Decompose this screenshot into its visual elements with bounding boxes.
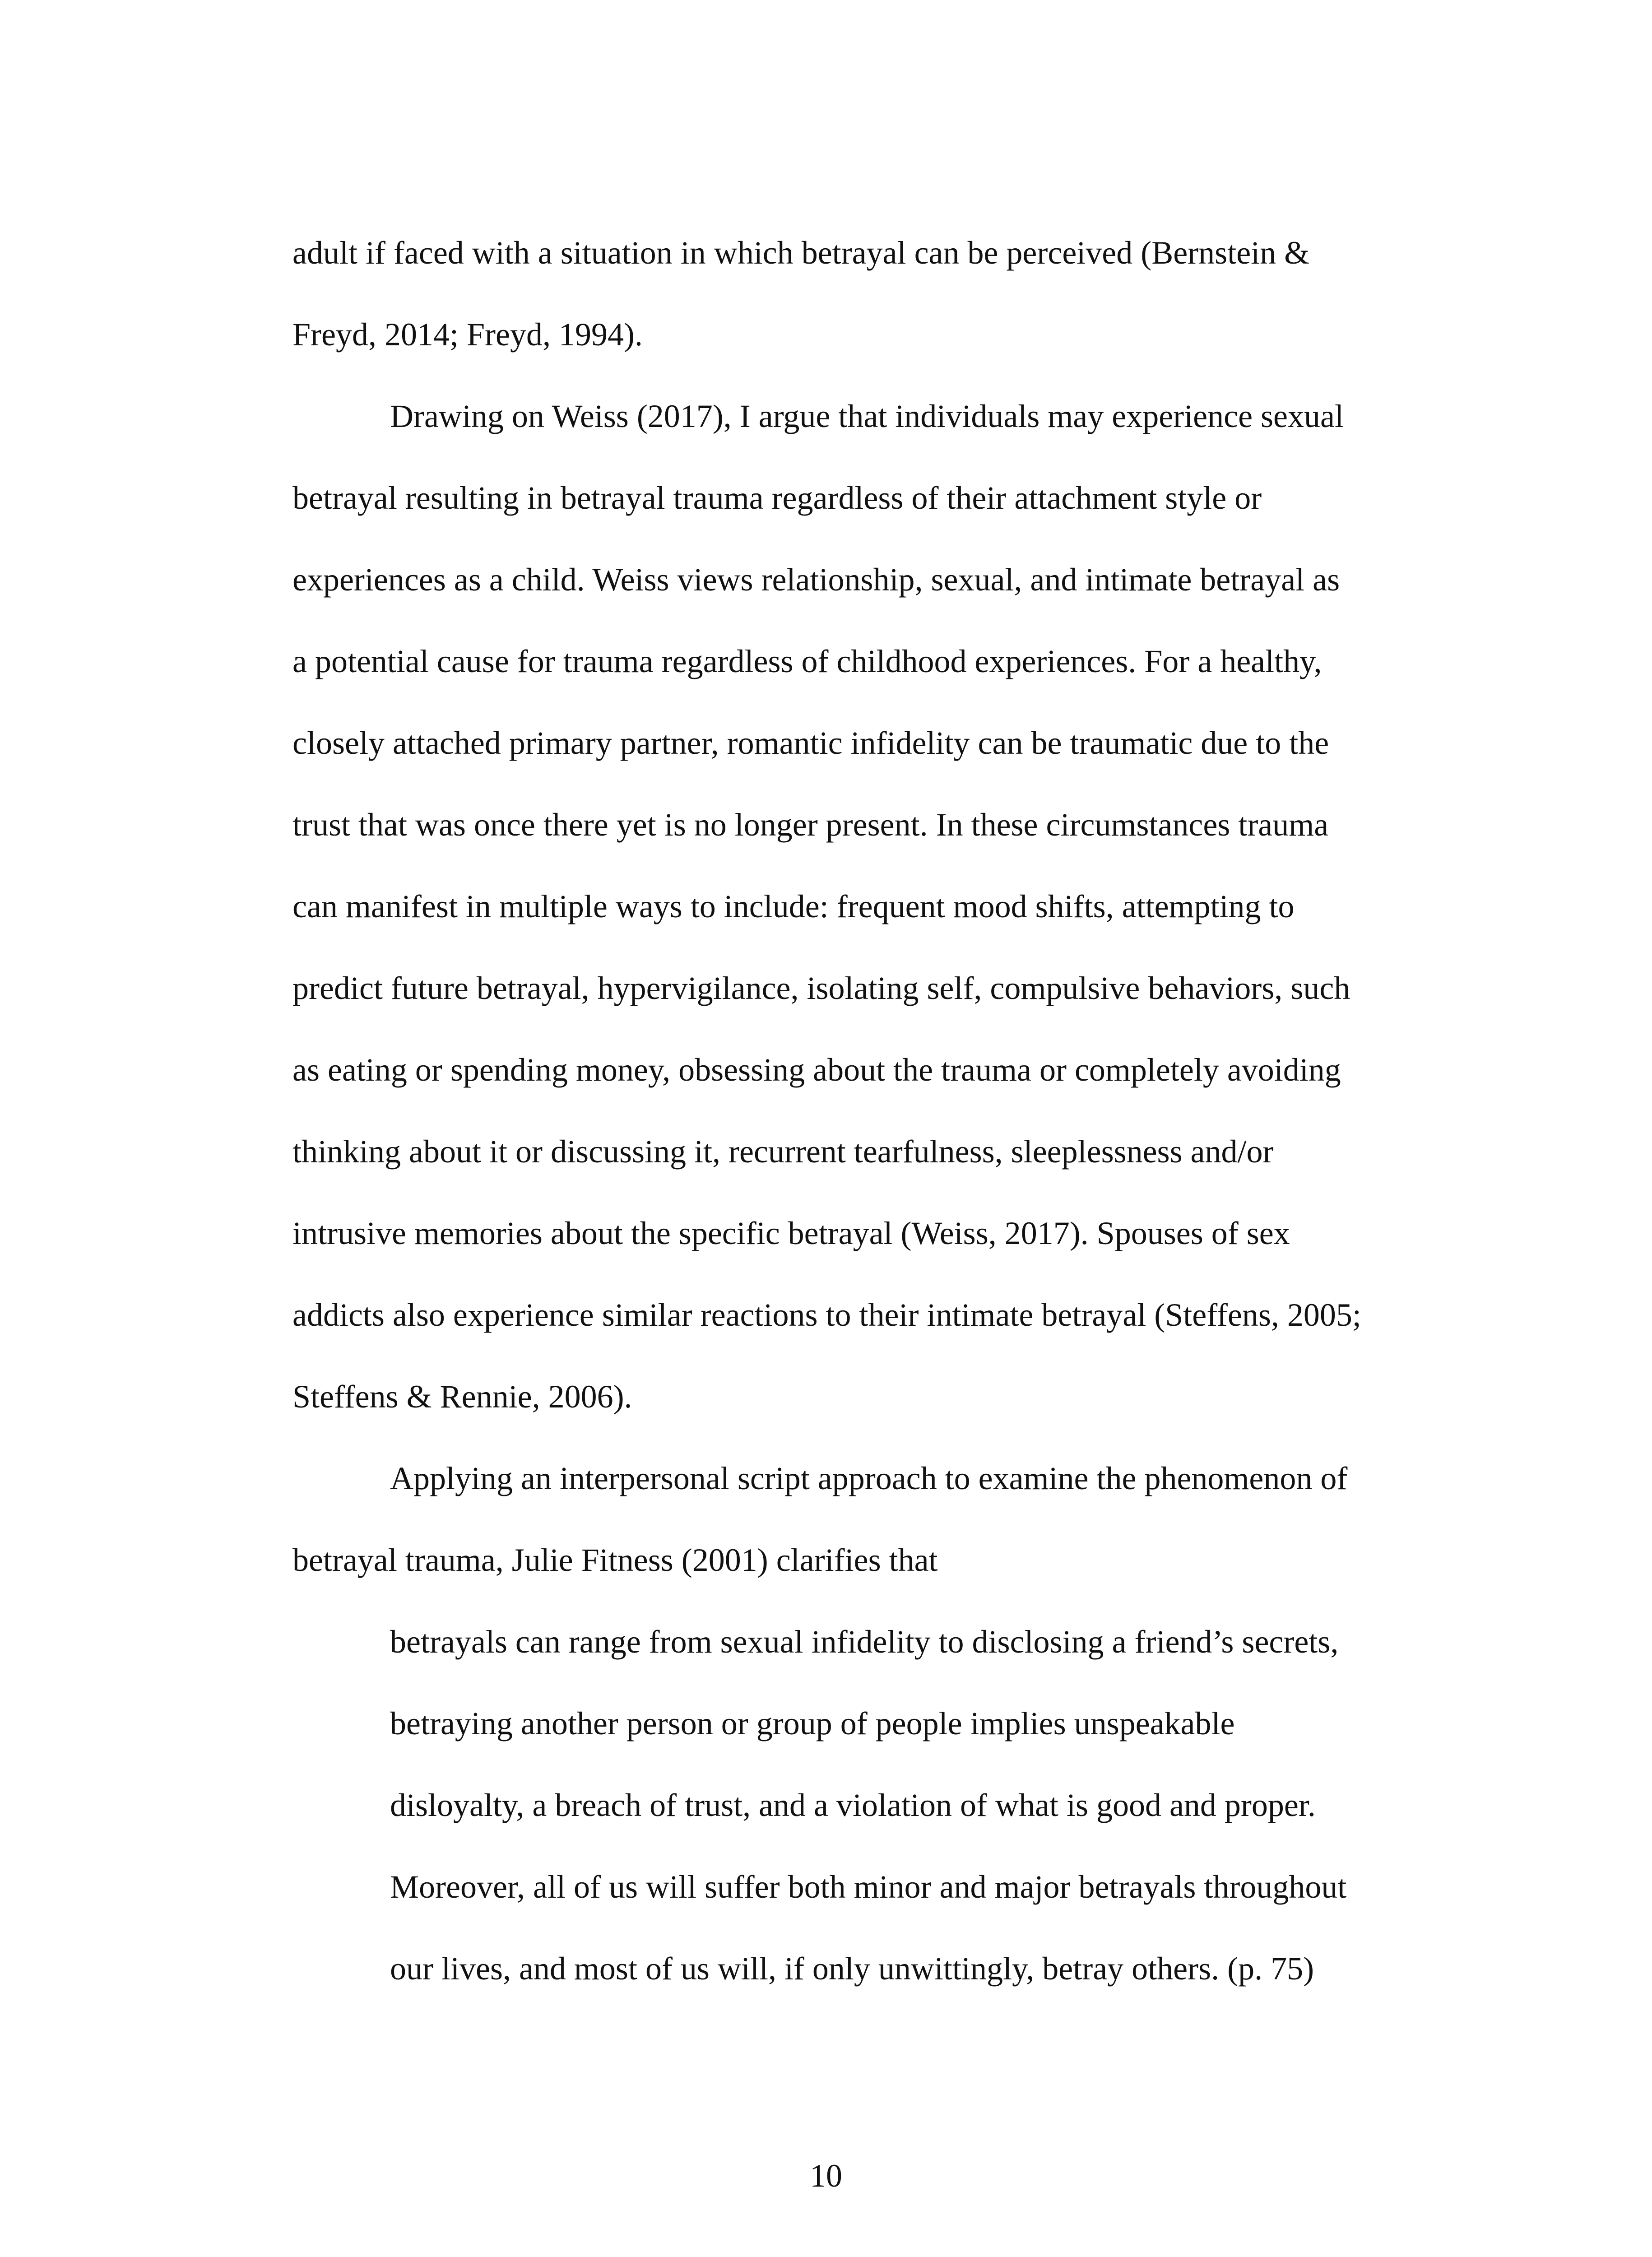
text-line: Steffens & Rennie, 2006). [292, 1379, 632, 1415]
text-line: Drawing on Weiss (2017), I argue that individuals may experience sexual [390, 398, 1344, 434]
quote-line: disloyalty, a breach of trust, and a violation of what is good and proper. [390, 1787, 1316, 1823]
quote-line: betraying another person or group of people implies unspeakable [390, 1705, 1235, 1742]
text-line: intrusive memories about the specific betrayal (Weiss, 2017). Spouses of sex [292, 1215, 1290, 1251]
body-text [292, 212, 1376, 2010]
text-line: thinking about it or discussing it, recurrent tearfulness, sleeplessness and/or [292, 1133, 1274, 1170]
paragraph-continuation [292, 212, 1376, 376]
paragraph-weiss [292, 376, 1376, 1438]
text-line: Freyd, 2014; Freyd, 1994). [292, 316, 643, 353]
text-line: Applying an interpersonal script approach to examine the phenomenon of [390, 1460, 1348, 1496]
quote-line: our lives, and most of us will, if only unwittingly, betray others. (p. 75) [390, 1950, 1314, 1987]
quote-line: betrayals can range from sexual infidelity to disclosing a friend’s secrets, [390, 1624, 1339, 1660]
text-line: addicts also experience similar reactions to their intimate betrayal (Steffens, 2005; [292, 1297, 1361, 1333]
text-line: betrayal trauma, Julie Fitness (2001) clarifies that [292, 1542, 938, 1578]
quote-line: Moreover, all of us will suffer both minor and major betrayals throughout [390, 1869, 1347, 1905]
text-line: a potential cause for trauma regardless of childhood experiences. For a healthy, [292, 643, 1322, 679]
text-line: closely attached primary partner, romantic infidelity can be traumatic due to the [292, 725, 1329, 761]
text-line: experiences as a child. Weiss views relationship, sexual, and intimate betrayal as [292, 562, 1340, 598]
text-line: adult if faced with a situation in which betrayal can be perceived (Bernstein & [292, 235, 1310, 271]
page-number: 10 [810, 2158, 842, 2194]
text-line: as eating or spending money, obsessing about the trauma or completely avoiding [292, 1052, 1341, 1088]
block-quote [390, 1601, 1376, 2010]
text-line: predict future betrayal, hypervigilance, isolating self, compulsive behaviors, such [292, 970, 1350, 1006]
text-line: trust that was once there yet is no longer present. In these circumstances trauma [292, 807, 1329, 843]
paragraph-fitness [292, 1438, 1376, 1601]
text-line: can manifest in multiple ways to include: frequent mood shifts, attempting to [292, 888, 1295, 924]
text-line: betrayal resulting in betrayal trauma regardless of their attachment style or [292, 480, 1262, 516]
